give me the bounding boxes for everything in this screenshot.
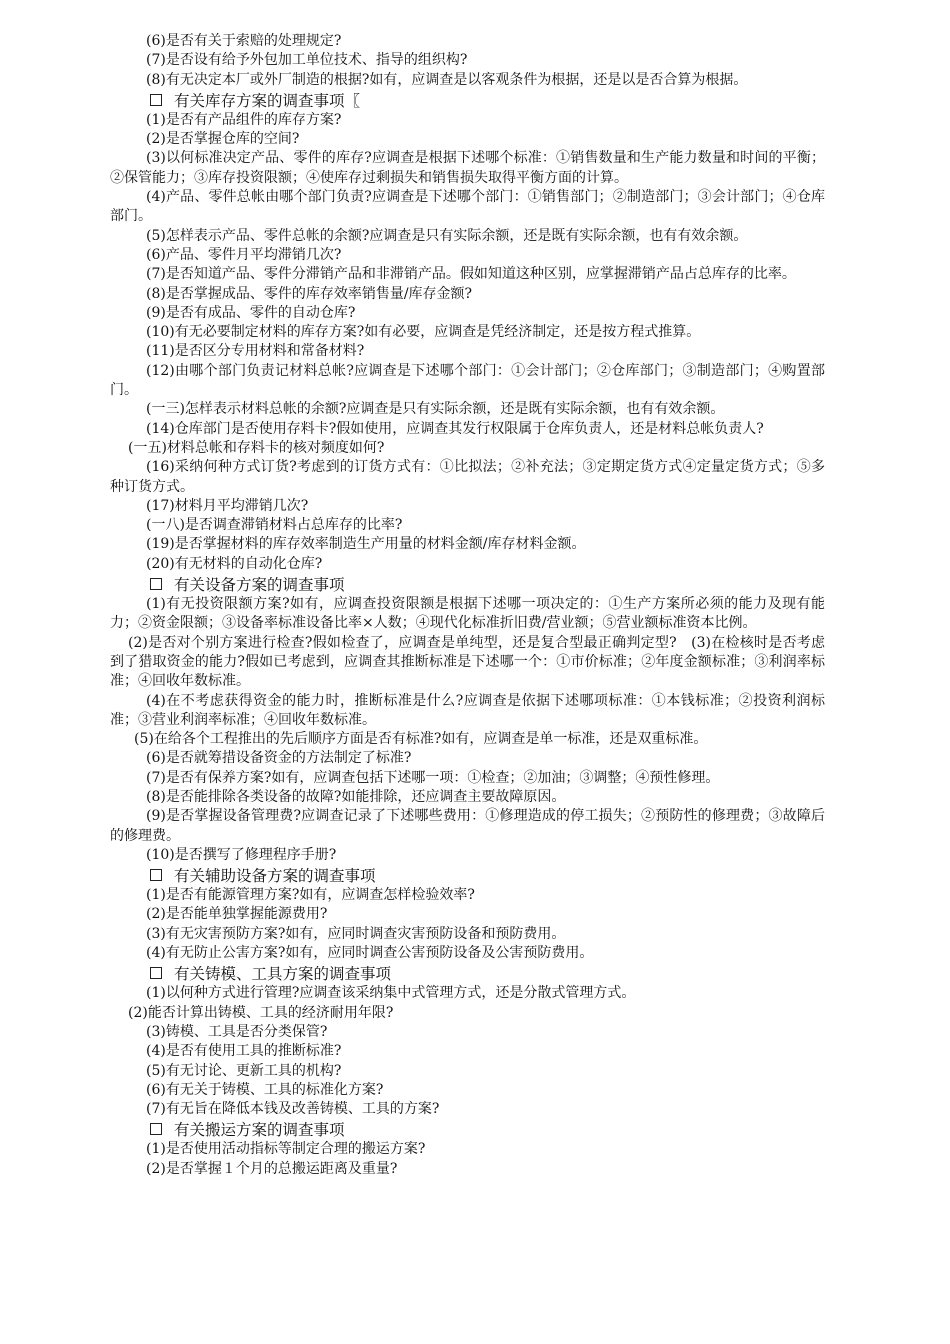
paragraph-item: (8)有无决定本厂或外厂制造的根据?如有，应调查是以客观条件为根据，还是以是否合算为根据。 — [146, 71, 748, 88]
checkbox-square-icon — [150, 578, 162, 590]
paragraph-item: (5)有无讨论、更新工具的机构? — [146, 1062, 342, 1079]
paragraph-item: (1)是否有能源管理方案?如有，应调查怎样检验效率? — [146, 887, 475, 904]
paragraph-item: (6)是否就筹措设备资金的方法制定了标准? — [146, 750, 412, 767]
paragraph-item: (9)是否有成品、零件的自动仓库? — [146, 304, 356, 321]
paragraph-item: (3)有无灾害预防方案?如有，应同时调查灾害预防设备和预防费用。 — [146, 925, 566, 942]
paragraph-item: (20)有无材料的自动化仓库? — [146, 555, 323, 572]
paragraph-item: (10)是否撰写了修理程序手册? — [146, 846, 337, 863]
paragraph-item: (4)产品、零件总帐由哪个部门负责?应调查是下述哪个部门：①销售部门；②制造部门；③会计部门；④仓库部门。 — [110, 189, 825, 225]
paragraph-item: (5)怎样表示产品、零件总帐的余额?应调查是只有实际余额，还是既有实际余额，也有有效余额。 — [146, 227, 748, 244]
paragraph-item: (7)有无旨在降低本钱及改善铸模、工具的方案? — [146, 1101, 440, 1118]
paragraph-item: (7)是否设有给予外包加工单位技术、指导的组织构? — [146, 52, 468, 69]
paragraph-item: (4)有无防止公害方案?如有，应同时调查公害预防设备及公害预防费用。 — [146, 945, 594, 962]
paragraph-item: (6)产品、零件月平均滞销几次? — [146, 246, 342, 263]
checkbox-square-icon — [150, 869, 162, 881]
paragraph-item: (1)是否有产品组件的库存方案? — [146, 111, 342, 128]
paragraph-item: (5)在给各个工程推出的先后顺序方面是否有标准?如有，应调查是单一标准，还是双重标准。 — [134, 731, 708, 748]
paragraph-item: (一五)材料总帐和存料卡的核对频度如何? — [128, 439, 385, 456]
paragraph-item: (8)是否掌握成品、零件的库存效率销售量/库存金额? — [146, 285, 473, 302]
document-body — [110, 32, 825, 1179]
paragraph-item: (2)能否计算出铸模、工具的经济耐用年限? — [128, 1004, 394, 1021]
paragraph-item: (3)铸模、工具是否分类保管? — [146, 1023, 328, 1040]
paragraph-item: (6)有无关于铸模、工具的标准化方案? — [146, 1081, 384, 1098]
checkbox-square-icon — [150, 967, 162, 979]
section-heading-text: 有关铸模、工具方案的调查事项 — [174, 965, 392, 984]
section-heading — [110, 964, 825, 984]
paragraph-item: (12)由哪个部门负责记材料总帐?应调查是下述哪个部门：①会计部门；②仓库部门；③制造部门；④购置部门。 — [110, 362, 825, 399]
paragraph-item: (1)以何种方式进行管理?应调查该采纳集中式管理方式，还是分散式管理方式。 — [146, 985, 636, 1002]
paragraph-item: (19)是否掌握材料的库存效率制造生产用量的材料金额/库存材料金额。 — [146, 536, 586, 553]
paragraph-item: (2)是否对个别方案进行检查?假如检查了，应调查是单纯型，还是复合型最正确判定型? (3)在检核时是否考虑到了猎取资金的能力?假如已考虑到，应调查其推断标准是下述哪一个：①市价标准；②年度金额标准；③利润率标准；④回收年数标准。 — [110, 634, 825, 690]
paragraph-item: (7)是否有保养方案?如有，应调查包括下述哪一项：①检查；②加油；③调整；④预性修理。 — [146, 769, 720, 786]
section-heading-text: 有关辅助设备方案的调查事项 — [174, 867, 376, 886]
paragraph-item: (6)是否有关于索赔的处理规定? — [146, 33, 342, 49]
paragraph-item: (11)是否区分专用材料和常备材料? — [146, 343, 365, 360]
paragraph-item: (14)仓库部门是否使用存料卡?假如使用，应调查其发行权限属于仓库负责人，还是材料总帐负责人? — [146, 420, 764, 437]
paragraph-item: (9)是否掌握设备管理费?应调查记录了下述哪些费用：①修理造成的停工损失；②预防性的修理费；③故障后的修理费。 — [110, 808, 825, 844]
paragraph-item: (2)是否掌握１个月的总搬运距离及重量? — [146, 1160, 398, 1177]
section-heading-text: 有关设备方案的调查事项 — [174, 576, 345, 595]
paragraph-item: (10)有无必要制定材料的库存方案?如有必要，应调查是凭经济制定，还是按方程式推算。 — [146, 324, 701, 341]
paragraph-item: (1)有无投资限额方案?如有，应调查投资限额是根据下述哪一项决定的：①生产方案所必须的能力及现有能力；②资金限额；③设备率标准设备比率×人数；④现代化标准折旧费/营业额；⑤营业额标准资本比例。 — [110, 596, 825, 632]
paragraph-item: (一三)怎样表示材料总帐的余额?应调查是只有实际余额，还是既有实际余额，也有有效余额。 — [146, 401, 725, 418]
checkbox-square-icon — [150, 1123, 162, 1135]
paragraph-item: (1)是否使用活动指标等制定合理的搬运方案? — [146, 1141, 426, 1158]
paragraph-item: (2)是否能单独掌握能源费用? — [146, 906, 328, 923]
paragraph-item: (17)材料月平均滞销几次? — [146, 497, 309, 514]
section-heading — [110, 575, 825, 595]
paragraph-item: (8)是否能排除各类设备的故障?如能排除，还应调查主要故障原因。 — [146, 788, 566, 805]
paragraph-item: (一八)是否调查滞销材料占总库存的比率? — [146, 517, 403, 534]
paragraph-item: (3)以何标准决定产品、零件的库存?应调查是根据下述哪个标准：①销售数量和生产能力数量和时间的平衡；②保管能力；③库存投资限额；④使库存过剩损失和销售损失取得平衡方面的计算。 — [110, 150, 825, 186]
paragraph-item: (4)是否有使用工具的推断标准? — [146, 1043, 342, 1060]
paragraph-item: (16)采纳何种方式订货?考虑到的订货方式有：①比拟法；②补充法；③定期定货方式④定量定货方式；⑤多种订货方式。 — [110, 459, 825, 495]
checkbox-square-icon — [150, 94, 162, 106]
paragraph-item: (4)在不考虑获得资金的能力时，推断标准是什么?应调查是依据下述哪项标准：①本钱标准；②投资利润标准；③营业利润率标准；④回收年数标准。 — [110, 692, 825, 728]
section-heading-text: 有关库存方案的调查事项〖 — [174, 91, 361, 110]
section-heading-text: 有关搬运方案的调查事项 — [174, 1121, 345, 1140]
paragraph-item: (7)是否知道产品、零件分滞销产品和非滞销产品。假如知道这种区别，应掌握滞销产品占总库存的比率。 — [146, 266, 796, 283]
section-heading — [110, 91, 825, 111]
section-heading — [110, 1120, 825, 1140]
paragraph-item: (2)是否掌握仓库的空间? — [146, 131, 300, 148]
section-heading — [110, 866, 825, 886]
